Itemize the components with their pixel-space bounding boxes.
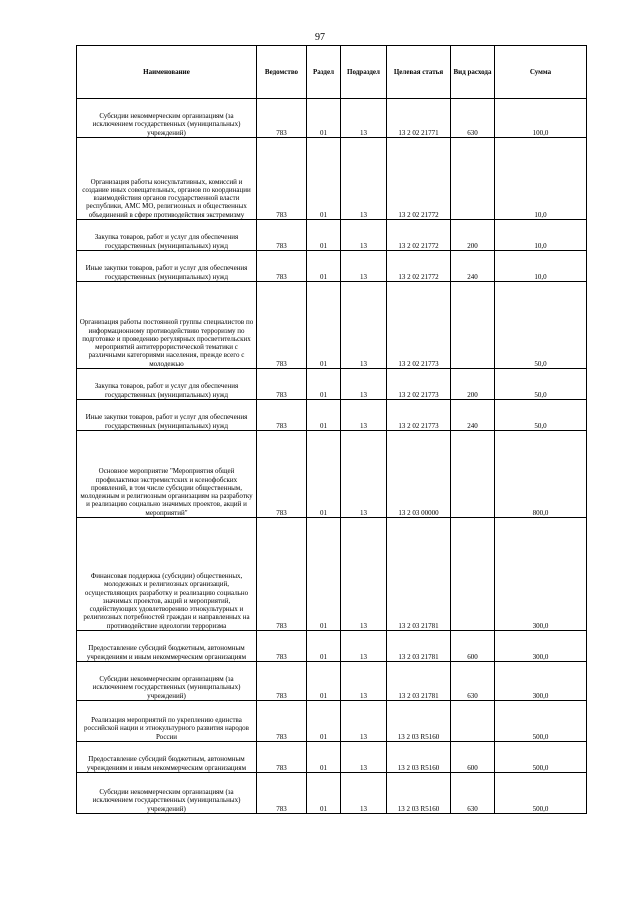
cell-name-text: Реализация мероприятий по укреплению единства российской нации и этнокультурного развития народов России xyxy=(84,716,249,741)
cell-vid: 630 xyxy=(451,662,495,701)
cell-stat: 13 2 03 00000 xyxy=(387,431,451,518)
cell-stat: 13 2 02 21771 xyxy=(387,99,451,138)
cell-sum: 500,0 xyxy=(495,742,587,773)
cell-stat: 13 2 02 21773 xyxy=(387,369,451,400)
cell-stat: 13 2 03 21781 xyxy=(387,518,451,631)
cell-sum: 10,0 xyxy=(495,138,587,220)
cell-podr: 13 xyxy=(341,99,387,138)
cell-podr: 13 xyxy=(341,742,387,773)
cell-razd: 01 xyxy=(307,400,341,431)
table-row xyxy=(77,282,587,369)
cell-name xyxy=(77,662,257,701)
cell-stat: 13 2 03 R5160 xyxy=(387,742,451,773)
cell-name xyxy=(77,220,257,251)
cell-stat: 13 2 03 21781 xyxy=(387,662,451,701)
cell-ved: 783 xyxy=(257,662,307,701)
table-row xyxy=(77,99,587,138)
cell-stat: 13 2 03 R5160 xyxy=(387,773,451,814)
cell-sum: 300,0 xyxy=(495,631,587,662)
cell-podr: 13 xyxy=(341,662,387,701)
cell-name xyxy=(77,431,257,518)
cell-ved: 783 xyxy=(257,773,307,814)
cell-ved: 783 xyxy=(257,400,307,431)
cell-name xyxy=(77,773,257,814)
cell-sum: 50,0 xyxy=(495,282,587,369)
cell-ved: 783 xyxy=(257,251,307,282)
table-header-row xyxy=(77,46,587,99)
table-row xyxy=(77,431,587,518)
cell-name xyxy=(77,518,257,631)
cell-name xyxy=(77,701,257,742)
cell-vid xyxy=(451,518,495,631)
cell-vid: 600 xyxy=(451,742,495,773)
cell-sum: 500,0 xyxy=(495,701,587,742)
cell-sum: 50,0 xyxy=(495,369,587,400)
cell-razd: 01 xyxy=(307,99,341,138)
cell-razd: 01 xyxy=(307,742,341,773)
table-row xyxy=(77,369,587,400)
table-row xyxy=(77,742,587,773)
cell-ved: 783 xyxy=(257,369,307,400)
cell-razd: 01 xyxy=(307,220,341,251)
cell-razd: 01 xyxy=(307,662,341,701)
cell-name xyxy=(77,251,257,282)
cell-ved: 783 xyxy=(257,518,307,631)
cell-vid: 600 xyxy=(451,631,495,662)
cell-vid: 240 xyxy=(451,400,495,431)
cell-razd: 01 xyxy=(307,251,341,282)
cell-sum: 800,0 xyxy=(495,431,587,518)
cell-name xyxy=(77,742,257,773)
cell-ved: 783 xyxy=(257,99,307,138)
cell-stat: 13 2 03 R5160 xyxy=(387,701,451,742)
cell-name-text: Предоставление субсидий бюджетным, автономным учреждениям и иным некоммерческим организациям xyxy=(86,644,247,661)
cell-sum: 10,0 xyxy=(495,220,587,251)
cell-podr: 13 xyxy=(341,282,387,369)
cell-razd: 01 xyxy=(307,518,341,631)
table-row xyxy=(77,251,587,282)
cell-name-text: Закупка товаров, работ и услуг для обеспечения государственных (муниципальных) нужд xyxy=(94,382,239,399)
header-stat: Целевая статья xyxy=(387,46,451,99)
cell-ved: 783 xyxy=(257,220,307,251)
cell-name-text: Иные закупки товаров, работ и услуг для обеспечения государственных (муниципальных) нужд xyxy=(85,413,248,430)
cell-razd: 01 xyxy=(307,431,341,518)
header-ved: Ведомство xyxy=(257,46,307,99)
cell-podr: 13 xyxy=(341,251,387,282)
header-podr: Подраздел xyxy=(341,46,387,99)
cell-stat: 13 2 02 21772 xyxy=(387,251,451,282)
cell-vid xyxy=(451,282,495,369)
cell-sum: 50,0 xyxy=(495,400,587,431)
cell-name xyxy=(77,400,257,431)
cell-name-text: Финансовая поддержка (субсидии) общественных, молодежных и религиозных организаций, осуществляющих разработку и реализацию социально значимых проектов, акций и мероприятий, содействующих удовлетворению этнокультурных и религиозных потребностей граждан и направленных на противодействие идеологии терроризма xyxy=(83,571,250,630)
cell-sum: 100,0 xyxy=(495,99,587,138)
table-row xyxy=(77,662,587,701)
cell-name-text: Субсидии некоммерческим организациям (за исключением государственных (муниципальных) учреждений) xyxy=(92,112,241,137)
cell-vid xyxy=(451,138,495,220)
cell-podr: 13 xyxy=(341,701,387,742)
table-row xyxy=(77,400,587,431)
cell-ved: 783 xyxy=(257,138,307,220)
cell-name-text: Организация работы консультативных, комиссий и создание иных совещательных, органов по координации взаимодействия органов государственной власти республики, АМС МО, религиозных и общественных объединений в сфере противодействия экстремизму xyxy=(82,177,251,219)
cell-vid: 630 xyxy=(451,773,495,814)
table-row xyxy=(77,518,587,631)
cell-razd: 01 xyxy=(307,773,341,814)
cell-vid: 240 xyxy=(451,251,495,282)
cell-name xyxy=(77,369,257,400)
table-row xyxy=(77,220,587,251)
cell-name-text: Субсидии некоммерческим организациям (за исключением государственных (муниципальных) учреждений) xyxy=(92,788,241,813)
cell-ved: 783 xyxy=(257,282,307,369)
cell-vid: 630 xyxy=(451,99,495,138)
cell-name xyxy=(77,138,257,220)
cell-sum: 10,0 xyxy=(495,251,587,282)
cell-podr: 13 xyxy=(341,431,387,518)
table-row xyxy=(77,631,587,662)
cell-sum: 500,0 xyxy=(495,773,587,814)
page-number: 97 xyxy=(315,32,325,43)
cell-razd: 01 xyxy=(307,369,341,400)
cell-podr: 13 xyxy=(341,220,387,251)
cell-podr: 13 xyxy=(341,138,387,220)
cell-stat: 13 2 03 21781 xyxy=(387,631,451,662)
cell-vid xyxy=(451,431,495,518)
table-row xyxy=(77,701,587,742)
cell-name xyxy=(77,282,257,369)
cell-razd: 01 xyxy=(307,138,341,220)
cell-podr: 13 xyxy=(341,400,387,431)
cell-name-text: Закупка товаров, работ и услуг для обеспечения государственных (муниципальных) нужд xyxy=(94,233,239,250)
cell-podr: 13 xyxy=(341,773,387,814)
cell-name-text: Организация работы постоянной группы специалистов по информационному противодействию терроризму по подготовке и проведению регулярных просветительских мероприятий антитеррористической тематики с различными категориями населения, прежде всего с молодежью xyxy=(79,318,254,368)
header-vid: Вид расхода xyxy=(451,46,495,99)
cell-name xyxy=(77,99,257,138)
cell-podr: 13 xyxy=(341,518,387,631)
cell-sum: 300,0 xyxy=(495,662,587,701)
cell-name-text: Иные закупки товаров, работ и услуг для обеспечения государственных (муниципальных) нужд xyxy=(85,264,248,281)
cell-name-text: Предоставление субсидий бюджетным, автономным учреждениям и иным некоммерческим организациям xyxy=(86,755,247,772)
cell-name xyxy=(77,631,257,662)
header-sum: Сумма xyxy=(495,46,587,99)
cell-stat: 13 2 02 21773 xyxy=(387,400,451,431)
table-row xyxy=(77,138,587,220)
cell-ved: 783 xyxy=(257,701,307,742)
cell-stat: 13 2 02 21772 xyxy=(387,220,451,251)
header-name: Наименование xyxy=(77,46,257,99)
cell-stat: 13 2 02 21772 xyxy=(387,138,451,220)
cell-ved: 783 xyxy=(257,431,307,518)
header-razd: Раздел xyxy=(307,46,341,99)
cell-vid: 200 xyxy=(451,220,495,251)
cell-podr: 13 xyxy=(341,369,387,400)
budget-table xyxy=(76,45,587,814)
cell-vid xyxy=(451,701,495,742)
cell-razd: 01 xyxy=(307,701,341,742)
cell-ved: 783 xyxy=(257,631,307,662)
cell-podr: 13 xyxy=(341,631,387,662)
cell-stat: 13 2 02 21773 xyxy=(387,282,451,369)
cell-razd: 01 xyxy=(307,631,341,662)
cell-razd: 01 xyxy=(307,282,341,369)
table-row xyxy=(77,773,587,814)
cell-sum: 300,0 xyxy=(495,518,587,631)
cell-name-text: Субсидии некоммерческим организациям (за исключением государственных (муниципальных) учреждений) xyxy=(92,675,241,700)
cell-ved: 783 xyxy=(257,742,307,773)
cell-vid: 200 xyxy=(451,369,495,400)
cell-name-text: Основное мероприятие "Мероприятия общей профилактики экстремистских и ксенофобских проявлений, в том числе субсидии общественным, молодежным и религиозным организациям на разработку и реализацию социально значимых проектов, акций и мероприятий" xyxy=(80,467,253,517)
